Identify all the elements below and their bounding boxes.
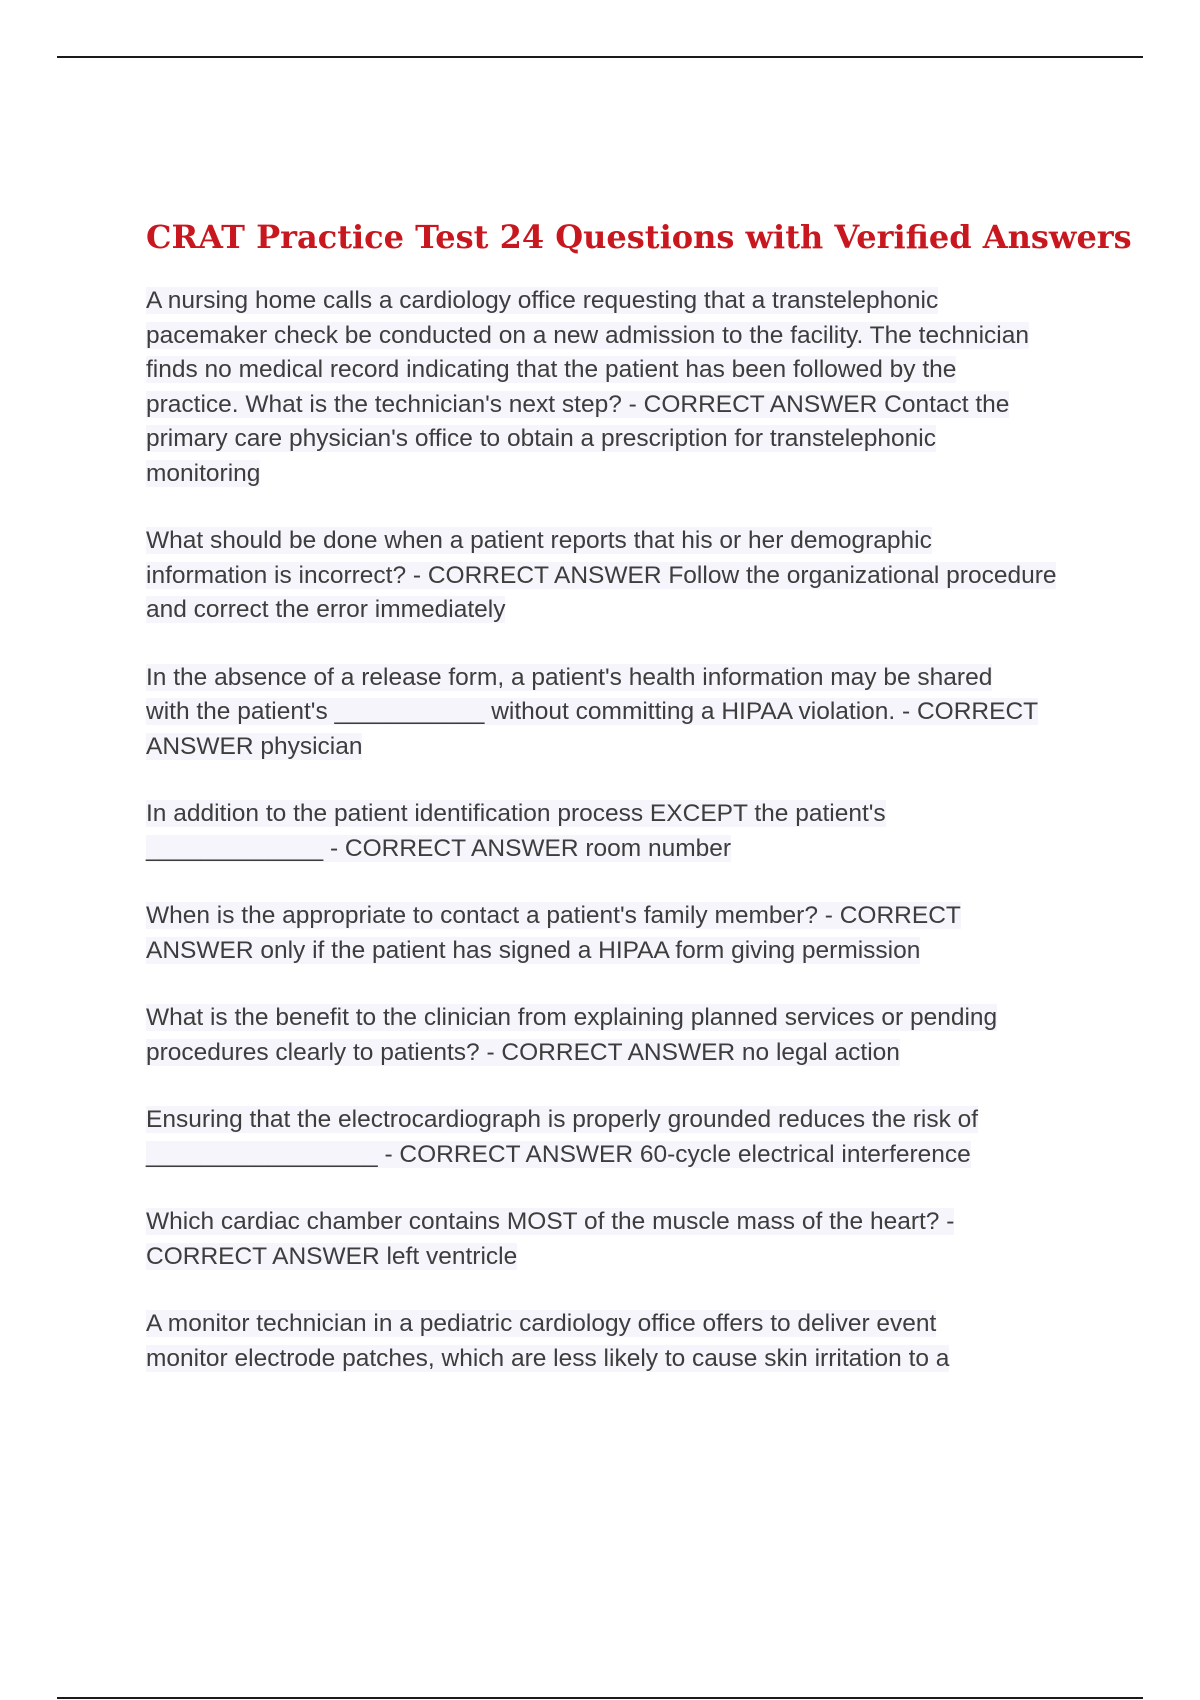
qa-line: pacemaker check be conducted on a new admission to the facility. The technician (146, 321, 1029, 349)
qa-line: finds no medical record indicating that the patient has been followed by the (146, 356, 957, 383)
qa-line: and correct the error immediately (146, 596, 506, 623)
header-rule (57, 56, 1143, 58)
qa-item-3 (146, 661, 1096, 765)
qa-line: information is incorrect? - CORRECT ANSWER Follow the organizational procedure (146, 561, 1057, 589)
qa-line: A monitor technician in a pediatric cardiology office offers to deliver event (146, 1310, 937, 1337)
qa-line: When is the appropriate to contact a patient's family member? - CORRECT (146, 902, 961, 929)
qa-line: ANSWER physician (146, 732, 363, 760)
qa-line: with the patient's ___________ without committing a HIPAA violation. - CORRECT (146, 698, 1039, 725)
qa-item-8 (146, 1205, 1096, 1274)
qa-item-9 (146, 1307, 1096, 1376)
qa-item-2 (146, 524, 1096, 628)
document-title: CRAT Practice Test 24 Questions with Verified Answers (146, 218, 1132, 256)
qa-line: In the absence of a release form, a patient's health information may be shared (146, 663, 993, 691)
qa-line: What should be done when a patient reports that his or her demographic (146, 527, 932, 554)
qa-line: procedures clearly to patients? - CORRECT ANSWER no legal action (146, 1038, 900, 1066)
document-body (146, 212, 1132, 1409)
qa-item-1 (146, 284, 1096, 491)
qa-line: _________________ - CORRECT ANSWER 60-cycle electrical interference (146, 1140, 971, 1168)
qa-item-5 (146, 899, 1096, 968)
qa-item-7 (146, 1103, 1096, 1172)
qa-line: primary care physician's office to obtain a prescription for transtelephonic (146, 425, 936, 452)
qa-line: A nursing home calls a cardiology office requesting that a transtelephonic (146, 287, 939, 314)
qa-line: CORRECT ANSWER left ventricle (146, 1242, 518, 1270)
qa-line: monitor electrode patches, which are less likely to cause skin irritation to a (146, 1344, 950, 1372)
qa-item-6 (146, 1001, 1096, 1070)
qa-line: _____________ - CORRECT ANSWER room number (146, 834, 732, 862)
qa-line: ANSWER only if the patient has signed a HIPAA form giving permission (146, 936, 921, 964)
qa-line: In addition to the patient identification process EXCEPT the patient's (146, 800, 886, 827)
qa-line: monitoring (146, 459, 261, 487)
qa-line: Which cardiac chamber contains MOST of the muscle mass of the heart? - (146, 1208, 955, 1235)
footer-rule (57, 1697, 1143, 1699)
qa-line: practice. What is the technician's next step? - CORRECT ANSWER Contact the (146, 390, 1010, 418)
qa-item-4 (146, 797, 1096, 866)
qa-line: Ensuring that the electrocardiograph is properly grounded reduces the risk of (146, 1106, 979, 1133)
qa-line: What is the benefit to the clinician from explaining planned services or pending (146, 1004, 998, 1031)
